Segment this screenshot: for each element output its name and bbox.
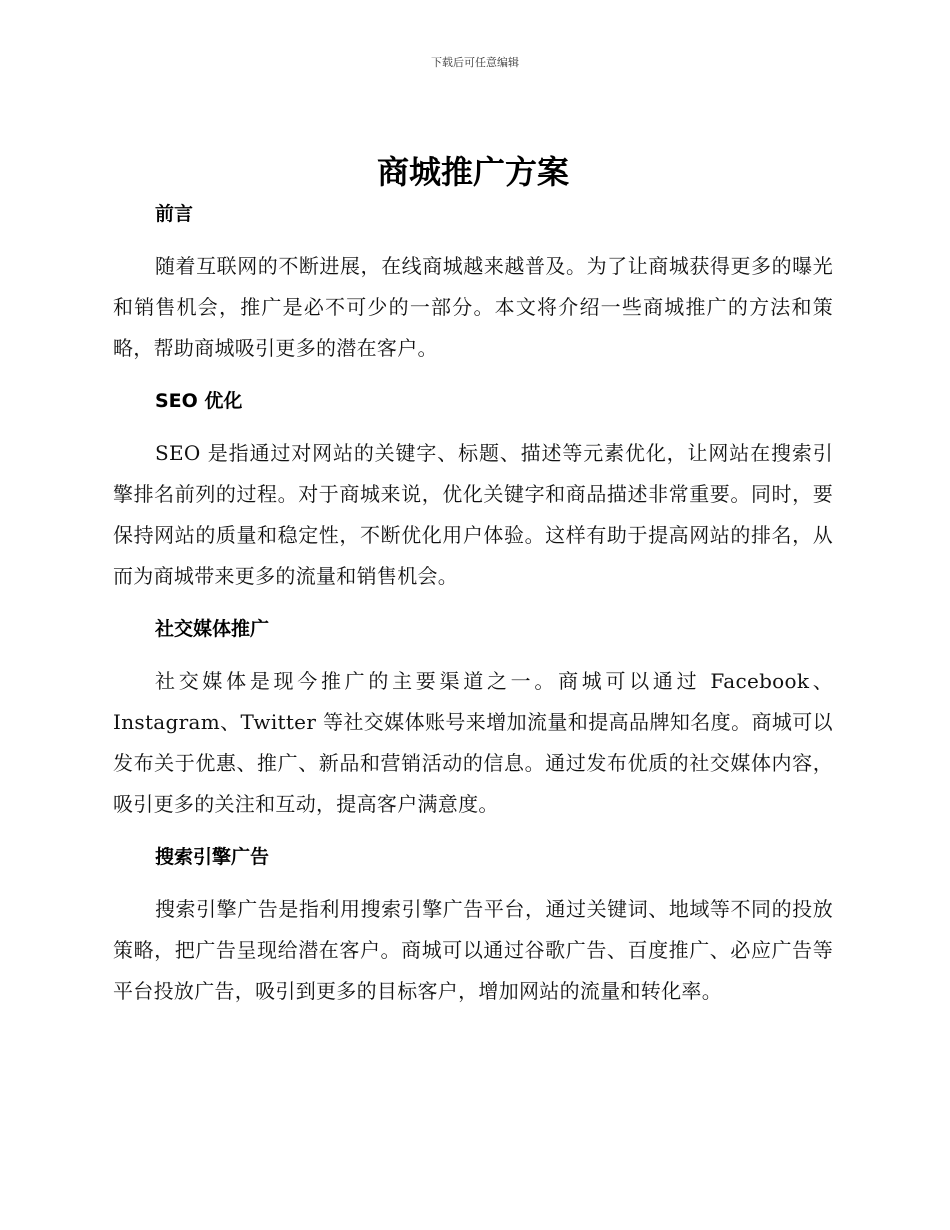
- section-paragraph: SEO 是指通过对网站的关键字、标题、描述等元素优化，让网站在搜索引擎排名前列的过程。对于商城来说，优化关键字和商品描述非常重要。同时，要保持网站的质量和稳定性，不断优化用户体验。这样有助于提高网站的排名，从而为商城带来更多的流量和销售机会。: [113, 441, 833, 588]
- section-heading: 社交媒体推广: [155, 618, 270, 640]
- section-preface: [113, 200, 833, 369]
- section-social-media: [113, 615, 833, 825]
- section-heading: 搜索引擎广告: [155, 846, 270, 868]
- section-heading: 前言: [155, 203, 194, 225]
- header-note: 下载后可任意编辑: [431, 56, 519, 69]
- section-seo: [113, 387, 833, 597]
- section-paragraph: 社交媒体是现今推广的主要渠道之一。商城可以通过 Facebook、Instagram、Twitter 等社交媒体账号来增加流量和提高品牌知名度。商城可以发布关于优惠、推广、新品和营销活动的信息。通过发布优质的社交媒体内容，吸引更多的关注和互动，提高客户满意度。: [113, 669, 833, 816]
- document-body: [113, 150, 833, 1030]
- section-search-ads: [113, 843, 833, 1012]
- document-title: 商城推广方案: [376, 153, 569, 191]
- section-heading: SEO 优化: [155, 390, 243, 412]
- section-paragraph: 搜索引擎广告是指利用搜索引擎广告平台，通过关键词、地域等不同的投放策略，把广告呈现给潜在客户。商城可以通过谷歌广告、百度推广、必应广告等平台投放广告，吸引到更多的目标客户，增加网站的流量和转化率。: [113, 897, 833, 1003]
- section-paragraph: 随着互联网的不断进展，在线商城越来越普及。为了让商城获得更多的曝光和销售机会，推广是必不可少的一部分。本文将介绍一些商城推广的方法和策略，帮助商城吸引更多的潜在客户。: [113, 254, 833, 360]
